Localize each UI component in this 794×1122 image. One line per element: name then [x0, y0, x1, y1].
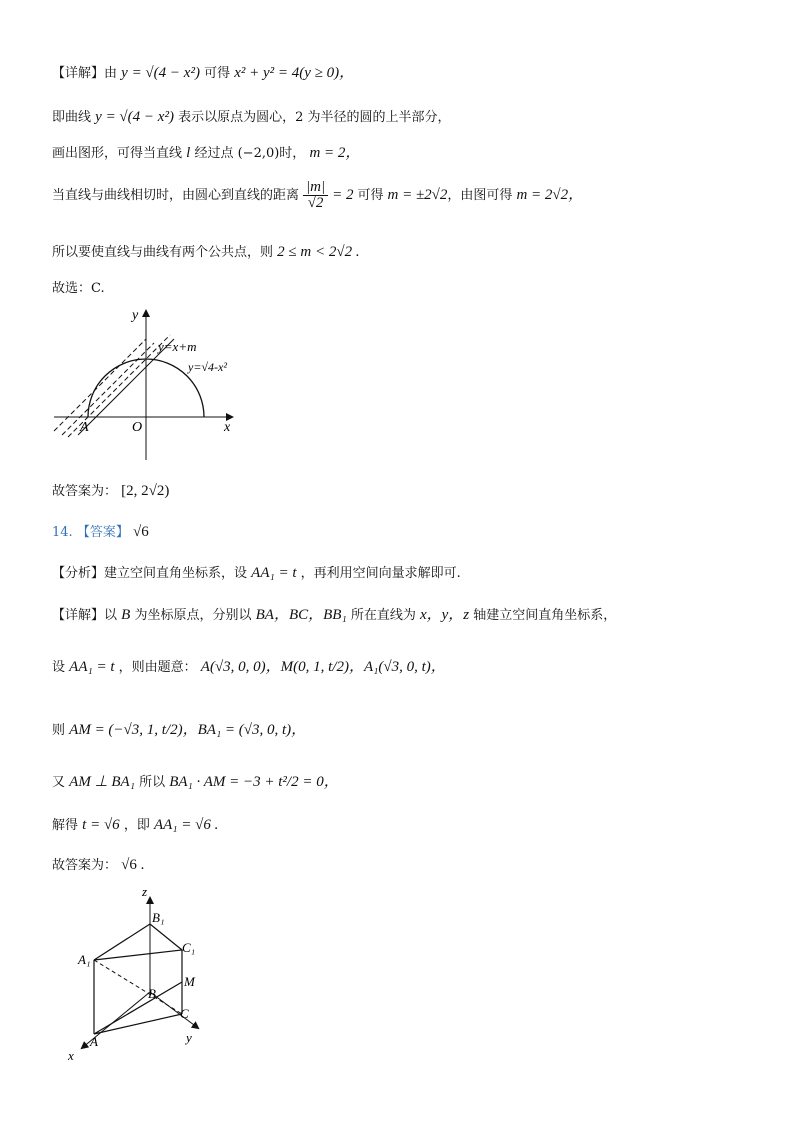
text: 轴建立空间直角坐标系， — [473, 608, 617, 623]
text: ，由图可得 — [447, 188, 513, 203]
point-b: B — [121, 607, 131, 623]
point-coordinates: A(√3, 0, 0)，M(0, 1, t/2)，A₁(√3, 0, t)， — [200, 659, 446, 675]
text: 所以 — [139, 775, 166, 790]
curve-label: y=√4-x² — [188, 360, 227, 374]
text: 则 — [52, 723, 66, 738]
answer-interval: [2, 2√2) — [121, 483, 170, 499]
equation: AA₁ = t — [251, 565, 297, 581]
answer-value: √6 . — [121, 857, 145, 873]
q14-answer-line — [52, 525, 149, 540]
fraction-denominator: √2 — [307, 195, 324, 211]
edge-a1c — [94, 960, 182, 1014]
answer-tag: 【答案】 — [76, 525, 129, 540]
text: 解得 — [52, 818, 79, 833]
axis-names: x，y，z — [419, 607, 470, 623]
y-axis-label: y — [186, 1030, 192, 1045]
x-axis-label: x — [68, 1048, 74, 1063]
x-axis-label: x — [224, 420, 231, 435]
equation-curve: y = √(4 − x²) — [95, 109, 174, 125]
question-number: 14. — [52, 525, 73, 540]
label-m: M — [184, 974, 195, 989]
perpendicular-condition: AM ⊥ BA₁ — [69, 774, 135, 790]
equation: = 2 — [332, 187, 354, 203]
line-symbol: l — [186, 145, 191, 161]
text: 所在直线为 — [350, 608, 416, 623]
detail-line-4 — [52, 180, 583, 211]
text: 当直线与曲线相切时，由圆心到直线的距离 — [52, 188, 300, 203]
equation: m = ±2√2 — [387, 187, 448, 203]
equation-circle: x² + y² = 4(y ≥ 0)， — [234, 65, 355, 81]
text: 为坐标原点，分别以 — [134, 608, 252, 623]
figure-semicircle — [48, 305, 248, 465]
text: 画出图形，可得当直线 — [52, 146, 183, 161]
label-b1: B₁ — [152, 910, 165, 925]
text: 设 — [52, 660, 66, 675]
equation: t = √6 — [82, 817, 120, 833]
edge-ac — [94, 1014, 182, 1034]
top-face — [94, 924, 182, 960]
detail-line-2 — [52, 110, 450, 125]
equation: m = 2√2， — [516, 187, 584, 203]
answer-value: √6 — [132, 524, 149, 540]
axes-lines: BA，BC，BB₁ — [255, 607, 347, 623]
text: 经过点 (−2,0)时， — [194, 146, 306, 161]
equation-range: 2 ≤ m < 2√2 . — [277, 244, 360, 260]
z-axis-label: z — [142, 888, 148, 899]
detail-line-7 — [52, 484, 169, 499]
detail-line-10 — [52, 608, 616, 623]
detail-line-5 — [52, 245, 360, 260]
y-axis-label: y — [132, 308, 139, 323]
text: 所以要使直线与曲线有两个公共点，则 — [52, 245, 274, 260]
equation: AA₁ = t — [69, 659, 115, 675]
text: 【分析】建立空间直角坐标系，设 — [52, 566, 248, 581]
detail-line-12 — [52, 723, 306, 738]
detail-label: 【详解】由 — [52, 66, 118, 81]
line-label: y=x+m — [158, 339, 197, 354]
detail-line-1 — [52, 66, 354, 81]
text: 可得 — [357, 188, 384, 203]
text: ，则由题意： — [118, 660, 197, 675]
distance-fraction — [303, 180, 328, 211]
segment-am — [94, 982, 182, 1034]
vector-equations: AM = (−√3, 1, t/2)，BA₁ = (√3, 0, t)， — [69, 722, 307, 738]
figure-prism — [60, 888, 220, 1068]
origin-label: O — [132, 420, 143, 435]
label-b: B — [148, 986, 156, 1001]
dot-product-equation: BA₁ · AM = −3 + t²/2 = 0， — [169, 774, 339, 790]
detail-line-6: 故选：C. — [52, 281, 105, 296]
text: 表示以原点为圆心，2 为半径的圆的上半部分， — [178, 110, 451, 125]
fraction-numerator: |m| — [303, 180, 328, 196]
detail-line-15 — [52, 858, 144, 873]
label-c1: C₁ — [182, 940, 196, 955]
equation: AA₁ = √6 . — [153, 817, 219, 833]
text: 故答案为： — [52, 484, 118, 499]
detail-line-3 — [52, 146, 360, 161]
label-c: C — [180, 1006, 189, 1021]
text: 【详解】以 — [52, 608, 118, 623]
point-a-label: A — [80, 420, 89, 435]
y-axis — [150, 992, 198, 1028]
text: 又 — [52, 775, 66, 790]
analysis-line — [52, 566, 461, 581]
label-a: A — [90, 1034, 98, 1049]
text: ，再利用空间向量求解即可. — [300, 566, 461, 581]
text: 即曲线 — [52, 110, 92, 125]
text: ，即 — [123, 818, 150, 833]
detail-line-14 — [52, 818, 218, 833]
equation-curve: y = √(4 − x²) — [121, 65, 200, 81]
detail-line-13 — [52, 775, 339, 790]
text: 可得 — [204, 66, 231, 81]
text: 故答案为： — [52, 858, 118, 873]
label-a1: A₁ — [78, 952, 91, 967]
detail-line-11 — [52, 660, 446, 675]
equation-m: m = 2， — [309, 145, 361, 161]
